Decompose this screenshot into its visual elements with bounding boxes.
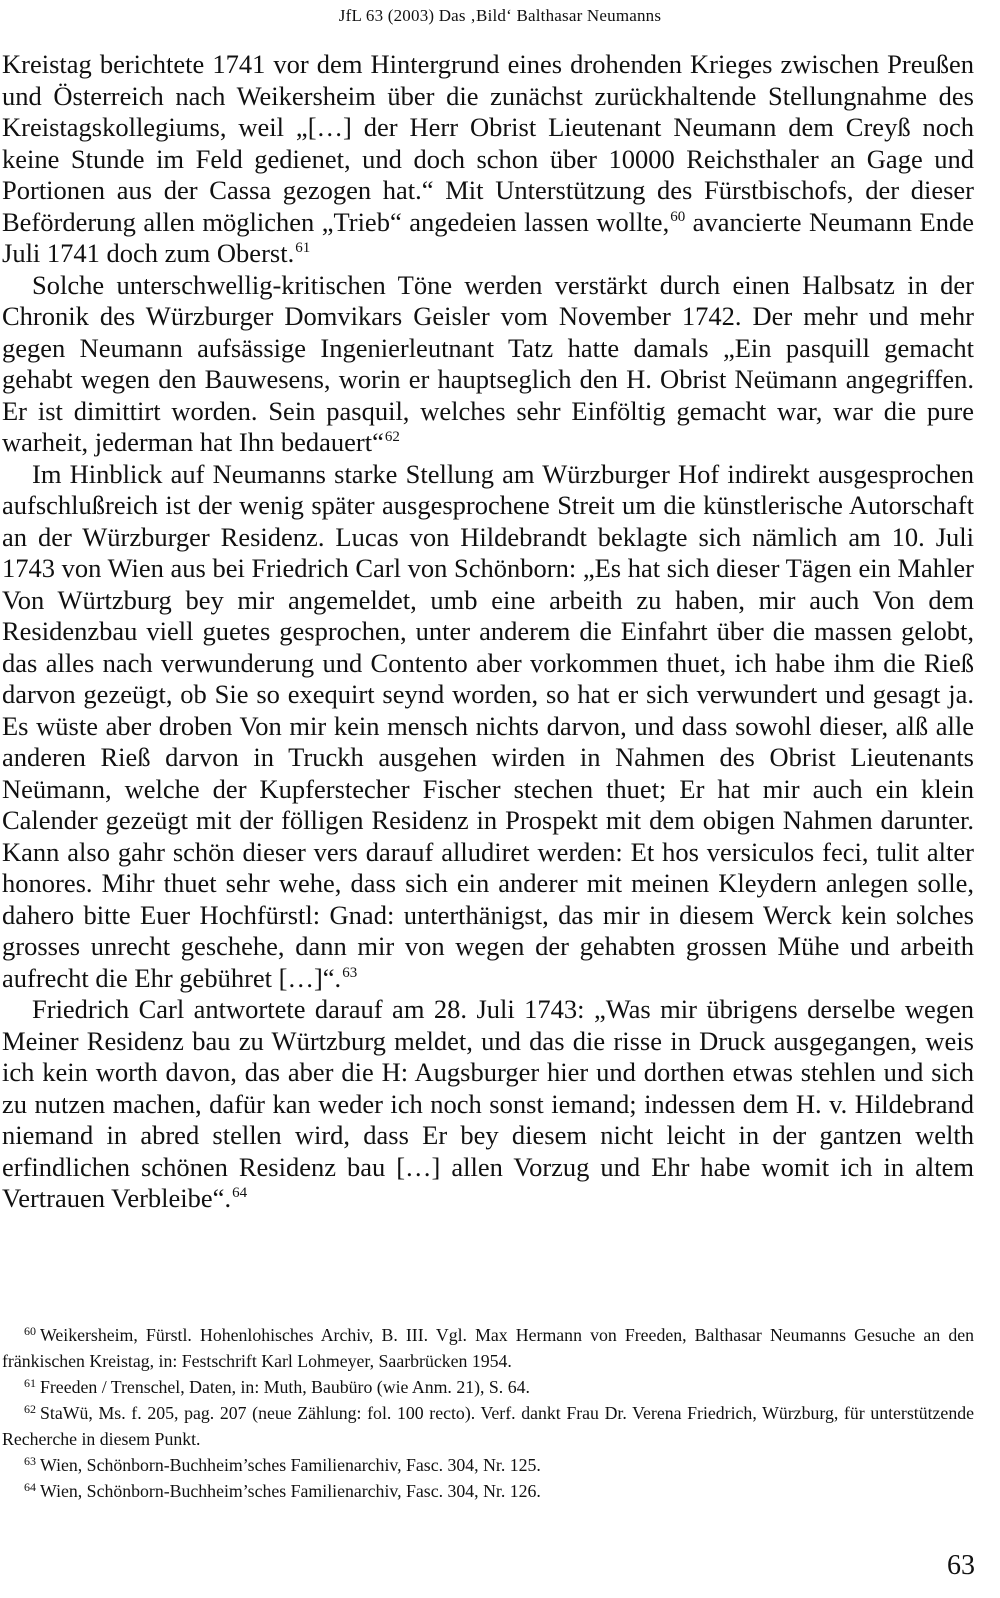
paragraph xyxy=(2,994,974,1215)
running-header: JfL 63 (2003) Das ‚Bild‘ Balthasar Neumanns xyxy=(338,6,662,25)
footnote xyxy=(2,1322,974,1374)
paragraph xyxy=(2,49,974,270)
footnote-text: Wien, Schönborn-Buchheim’sches Familienarchiv, Fasc. 304, Nr. 125. xyxy=(40,1455,541,1475)
paragraph-text: Im Hinblick auf Neumanns starke Stellung am Würzburger Hof indirekt ausgesprochen aufschlußreich ist der wenig später ausgesprochene Streit um die künstlerische Autorschaft an der Würzburger Residenz. Lucas von Hildebrandt beklagte sich nämlich am 10. Juli 1743 von Wien aus bei Friedrich Carl von Schönborn: „Es hat sich dieser Tägen ein Mahler Von Würtzburg bey mir angemeldet, umb eine arbeith zu haben, mir auch Von dem Residenzbau viell guetes gesprochen, unter anderem die Einfahrt über die massen gelobt, das alles nach verwunderung und Contento aber vorkommen thuet, ich habe ihm die Rieß darvon gezeügt, ob Sie so exequirt seynd worden, so hat er sich verwundert und gesagt ja. Es wüste aber droben Von mir kein mensch nichts darvon, und dass sowohl dieser, alß alle anderen Rieß darvon in Truckh ausgehen wirden in Nahmen des Obrist Lieutenants Neümann, welche der Kupferstecher Fischer stechen thuet; Er hat mir auch ein klein Calender gezeügt mit der fölligen Residenz in Prospekt mit dem obigen Nahmen darunter. Kann also gahr schön dieser vers darauf alludiret werden: Et hos versiculos feci, tulit alter honores. Mihr thuet sehr wehe, dass sich ein anderer mit meinen Kleydern anlegen solle, dahero bitte Euer Hochfürstl: Gnad: unterthänigst, das mir in diesem Werck kein solches grosses unrecht geschehe, dann mir von wegen der gehabten grossen Mühe und arbeith aufrecht die Ehr gebühret […]“. xyxy=(2,458,974,993)
footnote-ref[interactable]: 63 xyxy=(342,964,358,981)
footnotes xyxy=(2,1322,974,1504)
footnote-number: 64 xyxy=(24,1480,36,1494)
footnote-ref[interactable]: 61 xyxy=(295,240,311,256)
footnote-text: Wien, Schönborn-Buchheim’sches Familienarchiv, Fasc. 304, Nr. 126. xyxy=(40,1481,541,1501)
paragraph xyxy=(2,459,974,995)
body-text xyxy=(2,49,974,1215)
paragraph xyxy=(2,270,974,459)
paragraph-text: Friedrich Carl antwortete darauf am 28. Juli 1743: „Was mir übrigens derselbe wegen Meiner Residenz bau zu Würtzburg meldet, und das die risse in Druck ausgegangen, weis ich kein worth davon, das aber die H: Augsburger hier und dorthen etwas stehlen und sich zu nutzen machen, dafür kan weder ich noch sonst iemand; indessen dem H. v. Hildebrand niemand in abred stellen wird, dass Er bey diesem nicht leicht in der gantzen welth erfindlichen schönen Residenz bau […] allen Vorzug und Ehr habe womit ich in altem Vertrauen Verbleibe“. xyxy=(2,994,974,1213)
footnote-number: 63 xyxy=(24,1454,36,1468)
footnote xyxy=(2,1374,974,1400)
footnote-ref[interactable]: 64 xyxy=(232,1185,248,1201)
page-number: 63 xyxy=(947,1550,975,1581)
footnote-number: 61 xyxy=(24,1376,36,1390)
footnote xyxy=(2,1478,974,1504)
footnote-text: StaWü, Ms. f. 205, pag. 207 (neue Zählung: fol. 100 recto). Verf. dankt Frau Dr. Verena Friedrich, Würzburg, für unterstützende Recherche in diesem Punkt. xyxy=(2,1403,974,1449)
footnote-text: Weikersheim, Fürstl. Hohenlohisches Archiv, B. III. Vgl. Max Hermann von Freeden, Balthasar Neumanns Gesuche an den fränkischen Kreistag, in: Festschrift Karl Lohmeyer, Saarbrücken 1954. xyxy=(2,1325,974,1371)
paragraph-text: avancierte Neumann Ende Juli 1741 doch zum Oberst. xyxy=(2,206,974,268)
footnote xyxy=(2,1452,974,1478)
paragraph-text: Kreistag berichtete 1741 vor dem Hintergrund eines drohenden Krieges zwischen Preußen und Österreich nach Weikersheim über die zunächst zurückhaltende Stellungnahme des Kreistagskollegiums, weil „[…] der Herr Obrist Lieutenant Neumann dem Creyß noch keine Stunde im Feld gedienet, und doch schon über 10000 Reichsthaler an Gage und Portionen aus der Cassa gezogen hat.“ Mit Unterstützung des Fürstbischofs, der dieser Beförderung allen möglichen „Trieb“ angedeien lassen wollte, xyxy=(2,49,974,237)
footnote-ref[interactable]: 60 xyxy=(670,208,686,225)
footnote xyxy=(2,1400,974,1452)
footnote-ref[interactable]: 62 xyxy=(384,429,400,445)
paragraph-text: Solche unterschwellig-kritischen Töne werden verstärkt durch einen Halbsatz in der Chronik des Würzburger Domvikars Geisler vom November 1742. Der mehr und mehr gegen Neumann aufsässige Ingenierleutnant Tatz hatte damals „Ein pasquill gemacht gehabt wegen den Bauwesens, worin er hauptseglich den H. Obrist Neümann angegriffen. Er ist dimittirt worden. Sein pasquil, welches sehr Einföltig gemacht war, war die pure warheit, jederman hat Ihn bedauert“ xyxy=(2,269,974,457)
footnote-number: 62 xyxy=(24,1402,36,1416)
footnote-text: Freeden / Trenschel, Daten, in: Muth, Baubüro (wie Anm. 21), S. 64. xyxy=(40,1377,530,1397)
footnote-number: 60 xyxy=(24,1324,36,1338)
